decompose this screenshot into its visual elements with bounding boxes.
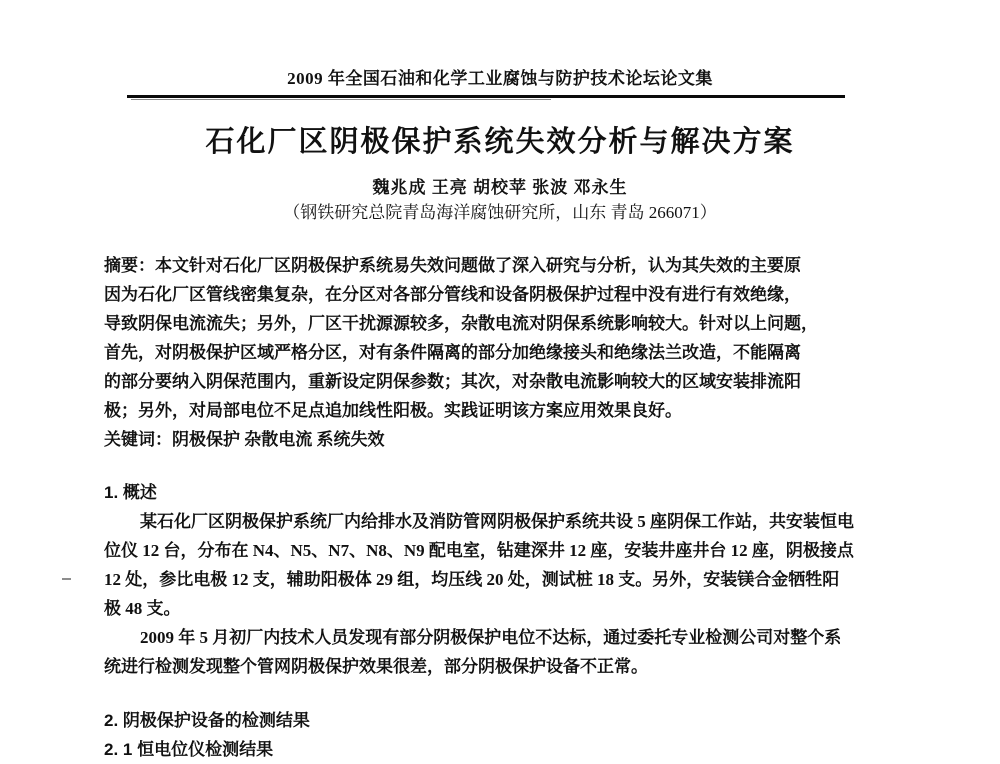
header-divider-rule-shadow xyxy=(131,99,551,100)
abstract-label: 摘要： xyxy=(104,256,155,275)
abstract-line: 首先，对阴极保护区域严格分区，对有条件隔离的部分加绝缘接头和绝缘法兰改造，不能隔离 xyxy=(104,343,801,362)
keywords-block xyxy=(104,425,898,454)
header-divider-rule xyxy=(127,95,845,98)
authors-line: 魏兆成 王亮 胡校苹 张波 邓永生 xyxy=(372,178,628,197)
keywords-text: 阴极保护 杂散电流 系统失效 xyxy=(172,430,385,449)
paragraph-line: 某石化厂区阴极保护系统厂内给排水及消防管网阴极保护系统共设 5 座阴保工作站，共安装恒电 xyxy=(140,512,854,531)
paper-title: 石化厂区阴极保护系统失效分析与解决方案 xyxy=(205,126,795,158)
abstract-text: 本文针对石化厂区阴极保护系统易失效问题做了深入研究与分析，认为其失效的主要原 xyxy=(155,256,801,275)
keywords-label: 关键词： xyxy=(104,430,172,449)
section-2-heading: 2. 阴极保护设备的检测结果 xyxy=(104,711,310,730)
abstract-line: 导致阴保电流流失；另外，厂区干扰源源较多，杂散电流对阴保系统影响较大。针对以上问题， xyxy=(104,314,818,333)
abstract-block xyxy=(104,251,898,425)
abstract-line xyxy=(104,251,898,280)
abstract-line: 极；另外，对局部电位不足点追加线性阳极。实践证明该方案应用效果良好。 xyxy=(104,401,682,420)
paragraph-line: 12 处，参比电极 12 支，辅助阳极体 29 组，均压线 20 处，测试桩 18 支。另外，安装镁合金牺牲阳 xyxy=(104,570,840,589)
section-1-heading: 1. 概述 xyxy=(104,483,157,502)
section-2-1-heading: 2. 1 恒电位仪检测结果 xyxy=(104,740,274,759)
section-1-paragraph-2 xyxy=(104,623,898,681)
affiliation-line: （钢铁研究总院青岛海洋腐蚀研究所，山东 青岛 266071） xyxy=(283,203,717,222)
scan-artifact-speck xyxy=(62,578,71,580)
abstract-line: 因为石化厂区管线密集复杂，在分区对各部分管线和设备阴极保护过程中没有进行有效绝缘， xyxy=(104,285,801,304)
proceedings-header: 2009 年全国石油和化学工业腐蚀与防护技术论坛论文集 xyxy=(287,69,713,88)
paragraph-line: 2009 年 5 月初厂内技术人员发现有部分阴极保护电位不达标，通过委托专业检测公司对整个系 xyxy=(140,628,842,647)
keywords-line xyxy=(104,425,898,454)
section-1-paragraph-1 xyxy=(104,507,898,623)
paragraph-line: 极 48 支。 xyxy=(104,599,181,618)
paragraph-line: 位仪 12 台，分布在 N4、N5、N7、N8、N9 配电室，钻建深井 12 座，安装井座井台 12 座，阴极接点 xyxy=(104,541,854,560)
abstract-line: 的部分要纳入阴保范围内，重新设定阴保参数；其次，对杂散电流影响较大的区域安装排流阳 xyxy=(104,372,801,391)
paragraph-line: 统进行检测发现整个管网阴极保护效果很差，部分阴极保护设备不正常。 xyxy=(104,657,648,676)
